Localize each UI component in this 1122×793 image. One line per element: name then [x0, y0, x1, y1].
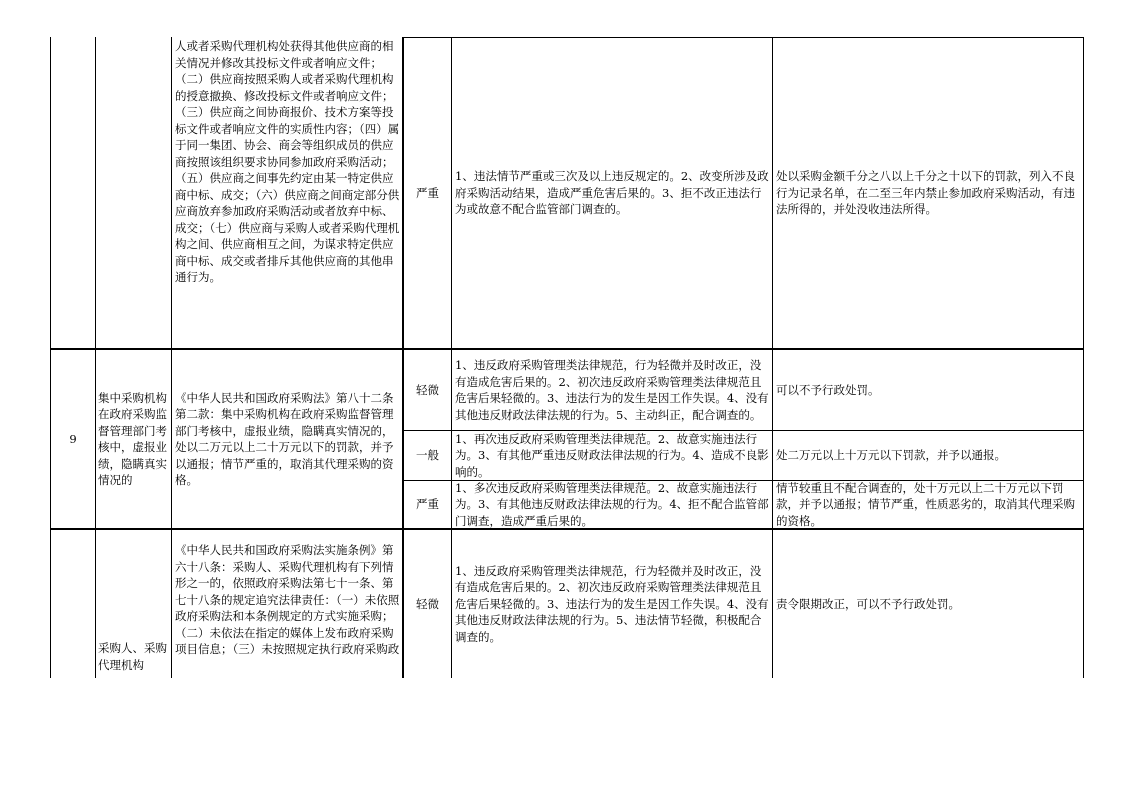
penalty-cell: [776, 38, 1081, 348]
circumstance-text: 1、违反政府采购管理类法律规范，行为轻微并及时改正，没有造成危害后果的。2、初次违反政府采购管理类法律规范且危害后果轻微的。3、违法行为的发生是因工作失误。4、没有其他违反财政法律法规的行为。5、主动纠正，配合调查的。: [455, 358, 769, 422]
severity-level-cell: 轻微: [416, 596, 439, 611]
circumstance-text: 1、多次违反政府采购管理类法律规范。2、故意实施违法行为。3、有其他违反财政法律法规的行为。4、拒不配合监管部门调查，造成严重后果的。: [455, 481, 769, 528]
legal-basis-cell: 《中华人民共和国政府采购法实施条例》第六十八条：采购人、采购代理机构有下列情形之一的，依照政府采购法第七十一条、第七十八条的规定追究法律责任：（一）未依照政府采购法和本条例规定的方式实施采购；（二）未依法在指定的媒体上发布政府采购项目信息；（三）未按照规定执行政府采购政: [175, 543, 400, 656]
severity-level-cell: 严重: [416, 185, 439, 200]
legal-basis-cell: [175, 350, 401, 528]
circumstance-text: 1、违反政府采购管理类法律规范，行为轻微并及时改正，没有造成危害后果的。2、初次违反政府采购管理类法律规范且危害后果轻微的。3、违法行为的发生是因工作失误。4、没有其他违反财政法律法规的行为。5、违法情节轻微，积极配合调查的。: [455, 563, 769, 644]
penalty-text: 情节较重且不配合调查的，处十万元以上二十万元以下罚款，并予以通报；情节严重，性质恶劣的，取消其代理采购的资格。: [776, 481, 1075, 528]
circumstance-cell: [455, 38, 770, 348]
penalty-cell: [776, 350, 1081, 430]
circumstance-text: 1、再次违反政府采购管理类法律规范。2、故意实施违法行为。3、有其他严重违反财政法律法规的行为。4、造成不良影响的。: [455, 431, 769, 479]
column-divider: [772, 37, 773, 678]
column-divider: [171, 37, 172, 678]
row-number-cell: 9: [69, 431, 77, 446]
penalty-text: 处以采购金额千分之八以上千分之十以下的罚款，列入不良行为记录名单，在二至三年内禁止参加政府采购活动，有违法所得的，并处没收违法所得。: [776, 169, 1075, 217]
severity-level-cell: 轻微: [416, 382, 439, 397]
penalty-text: 可以不予行政处罚。: [776, 382, 880, 397]
violation-item-text: 集中采购机构在政府采购监督管理部门考核中，虚报业绩，隐瞒真实情况的: [98, 390, 167, 487]
penalty-text: 责令限期改正，可以不予行政处罚。: [776, 596, 960, 611]
severity-level-cell: 严重: [416, 497, 439, 512]
circumstance-cell: [455, 530, 770, 678]
violation-item-cell: [98, 350, 170, 528]
table-border-right: [1083, 37, 1084, 678]
penalty-cell: [776, 530, 1081, 678]
penalty-cell: [776, 481, 1081, 528]
circumstance-cell: [455, 481, 770, 528]
column-divider: [451, 37, 452, 678]
circumstance-cell: [455, 431, 770, 480]
penalty-cell: [776, 431, 1081, 480]
circumstance-cell: [455, 350, 770, 430]
penalty-text: 处二万元以上十万元以下罚款，并予以通报。: [776, 448, 1006, 463]
legal-basis-cell: 人或者采购代理机构处获得其他供应商的相关情况并修改其投标文件或者响应文件；（二）供应商按照采购人或者采购代理机构的授意撤换、修改投标文件或者响应文件；（三）供应商之间协商报价、技术方案等投标文件或者响应文件的实质性内容；（四）属于同一集团、协会、商会等组织成员的供应商按照该组织要求协同参加政府采购活动；（五）供应商之间事先约定由某一特定供应商中标、成交；（六）供应商之间商定部分供应商放弃参加政府采购活动或者放弃中标、成交；（七）供应商与采购人或者采购代理机构之间、供应商相互之间，为谋求特定供应商中标、成交或者排斥其他供应商的其他串通行为。: [175, 39, 400, 284]
severity-level-cell: 一般: [416, 448, 439, 463]
legal-basis-text: 《中华人民共和国政府采购法》第八十二条第二款：集中采购机构在政府采购监督管理部门考核中，虚报业绩，隐瞒真实情况的，处以二万元以上二十万元以下的罚款，并予以通报；情节严重的，取消其代理采购的资格。: [175, 390, 394, 487]
circumstance-text: 1、违法情节严重或三次及以上违反规定的。2、改变所涉及政府采购活动结果，造成严重危害后果的。3、拒不改正违法行为或故意不配合监管部门调查的。: [455, 169, 769, 217]
column-divider: [95, 37, 96, 678]
violation-item-cell: 采购人、采购代理机构: [98, 641, 167, 672]
